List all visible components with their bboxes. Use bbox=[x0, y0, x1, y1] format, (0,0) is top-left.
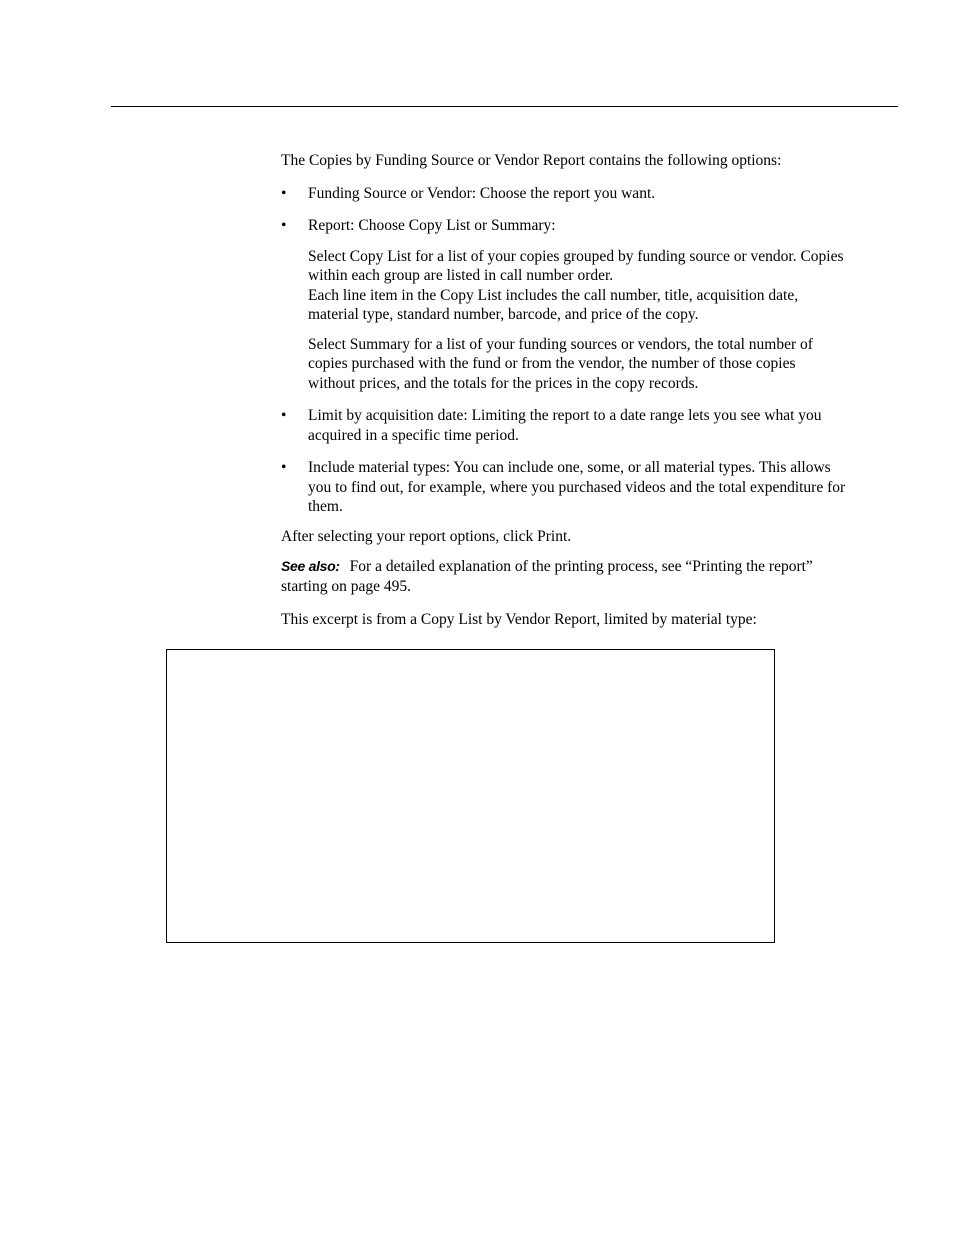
copy-list-description bbox=[308, 247, 846, 325]
bullet-text: Limit by acquisition date: Limiting the report to a date range lets you see what you acquired in a specific time period. bbox=[308, 407, 822, 444]
copy-list-description-line2: Each line item in the Copy List includes the call number, title, acquisition date, material type, standard number, barcode, and price of the copy. bbox=[308, 286, 799, 323]
bullet-report-type bbox=[281, 216, 846, 393]
bullet-text: Include material types: You can include one, some, or all material types. This allows you to find out, for example, where you purchased videos and the total expenditure for them. bbox=[308, 459, 846, 515]
bullet-acquisition-date bbox=[281, 406, 846, 445]
bullet-icon: • bbox=[281, 459, 287, 476]
bullet-text: Funding Source or Vendor: Choose the report you want. bbox=[308, 184, 656, 202]
report-excerpt-figure bbox=[166, 649, 775, 943]
report-options-section bbox=[281, 151, 846, 630]
copy-list-description-line1: Select Copy List for a list of your copies grouped by funding source or vendor. Copies within each group are listed in call number order. bbox=[308, 247, 844, 284]
header-rule bbox=[111, 106, 898, 107]
intro-paragraph: The Copies by Funding Source or Vendor Report contains the following options: bbox=[281, 152, 782, 169]
see-also-label: See also: bbox=[281, 558, 340, 574]
see-also-note bbox=[281, 557, 846, 596]
bullet-material-types bbox=[281, 458, 846, 517]
see-also-text: For a detailed explanation of the printing process, see “Printing the report” starting on page 495. bbox=[281, 558, 813, 595]
bullet-icon: • bbox=[281, 184, 287, 202]
excerpt-intro: This excerpt is from a Copy List by Vendor Report, limited by material type: bbox=[281, 611, 757, 628]
bullet-icon: • bbox=[281, 217, 287, 234]
bullet-icon: • bbox=[281, 407, 287, 424]
summary-description: Select Summary for a list of your funding sources or vendors, the total number of copies purchased with the fund or from the vendor, the number of those copies without prices, and the totals for the prices in the copy records. bbox=[308, 335, 813, 392]
bullet-funding-source bbox=[281, 184, 846, 204]
after-options-paragraph: After selecting your report options, click Print. bbox=[281, 527, 572, 545]
bullet-text: Report: Choose Copy List or Summary: bbox=[308, 217, 556, 234]
